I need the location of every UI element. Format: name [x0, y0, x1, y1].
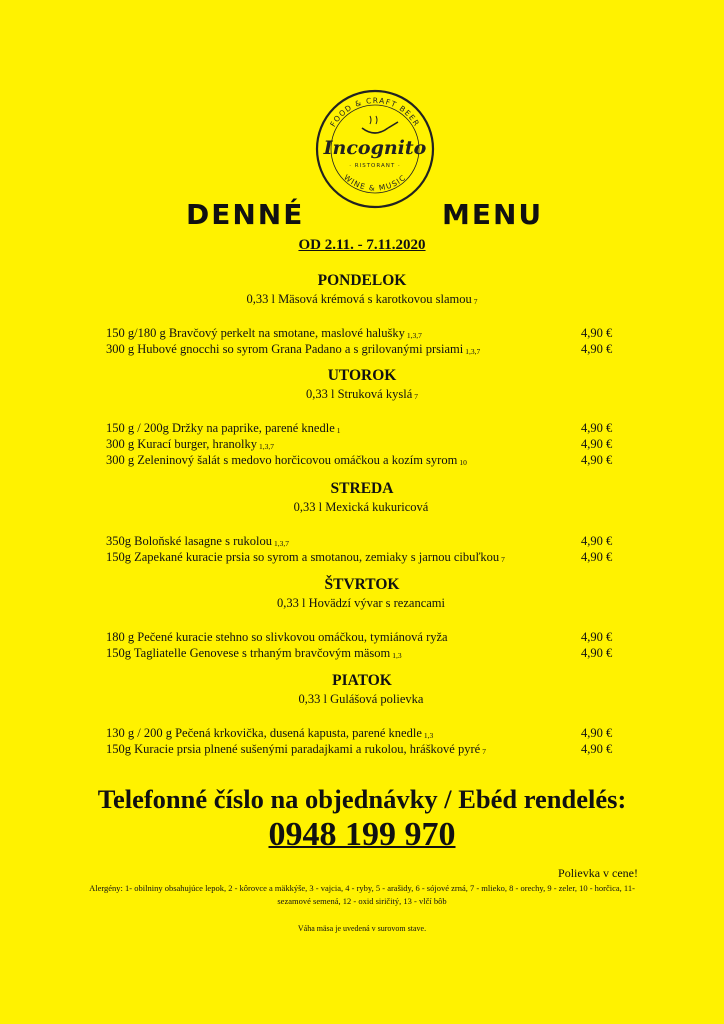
svg-text:WINE & MUSIC: [342, 173, 408, 193]
dish-row: [0, 741, 724, 757]
dish-price: 4,90 €: [581, 630, 613, 644]
dish-name: 130 g / 200 g Pečená krkovička, dusená kapusta, parené knedle: [106, 726, 422, 740]
title-denne: DENNÉ: [186, 198, 305, 231]
weight-note: Váha mäsa je uvedená v surovom stave.: [297, 924, 427, 933]
dish-price: 4,90 €: [581, 550, 613, 564]
logo-top-text: FOOD & CRAFT BEER: [328, 95, 422, 129]
logo-bottom-text: WINE & MUSIC: [342, 172, 408, 193]
dish-allergens: 1,3,7: [258, 442, 274, 451]
dish-allergens: 7: [501, 555, 505, 564]
dish-row: [0, 452, 724, 468]
dish-row: [0, 533, 724, 549]
dish-name: 300 g Kurací burger, hranolky: [106, 437, 257, 451]
soup-line: [0, 595, 724, 611]
phone-label: Telefonné číslo na objednávky / Ebéd rendelés:: [97, 784, 627, 814]
date-range: OD 2.11. - 7.11.2020: [298, 237, 426, 253]
dish-list: [0, 725, 724, 757]
dish-name: 150g Tagliatelle Genovese s trhaným bravčovým mäsom: [106, 646, 391, 660]
dish-price: 4,90 €: [581, 421, 613, 435]
day-name: STREDA: [330, 480, 394, 497]
soup-allergens: 7: [473, 297, 478, 306]
dish-price: 4,90 €: [581, 326, 613, 340]
dish-allergens: 1,3: [423, 731, 434, 740]
restaurant-logo: [314, 88, 436, 210]
phone-number-text[interactable]: 0948 199 970: [268, 816, 456, 853]
soup-text: 0,33 l Mexická kukuricová: [293, 500, 429, 514]
day-name: ŠTVRTOK: [324, 576, 400, 593]
soup-included-note: Polievka v cene!: [558, 866, 638, 880]
allergen-legend: Alergény: 1- obilniny obsahujúce lepok, 2 - kôrovce a mäkkýše, 3 - vajcia, 4 - ryby, 5 - arašidy, 6 - sójové zrná, 7 - mlieko, 8 - orechy, 9 - zeler, 10 - horčica, 11- sezamové semená, 12 - oxid siričitý, 13 - vlčí bôb: [89, 883, 635, 906]
dish-price: 4,90 €: [581, 742, 613, 756]
dish-name: 300 g Hubové gnocchi so syrom Grana Padano a s grilovanými prsiami: [106, 342, 464, 356]
day-name: UTOROK: [327, 367, 397, 384]
dish-row: [0, 420, 724, 436]
dish-price: 4,90 €: [581, 437, 613, 451]
soup-text: 0,33 l Hovädzí vývar s rezancami: [277, 596, 445, 610]
title-menu: MENU: [442, 198, 544, 231]
soup-line: [0, 386, 724, 402]
soup-text: 0,33 l Gulášová polievka: [298, 692, 424, 706]
dish-row: [0, 341, 724, 357]
dish-name: 350g Boloňské lasagne s rukolou: [106, 534, 272, 548]
dish-allergens: 7: [482, 747, 486, 756]
dish-allergens: 1,3,7: [465, 347, 481, 356]
dish-name: 150g Kuracie prsia plnené sušenými paradajkami a rukolou, hráškové pyré: [106, 742, 481, 756]
dish-name: 150 g / 200g Držky na paprike, parené knedle: [106, 421, 335, 435]
pan-icon: [362, 116, 398, 133]
day-name: PONDELOK: [317, 272, 407, 289]
dish-name: 150 g/180 g Bravčový perkelt na smotane, maslové halušky: [106, 326, 405, 340]
soup-allergens: 7: [414, 392, 418, 401]
logo-ring-text: · RISTORANT ·: [349, 163, 401, 169]
dish-name: 300 g Zeleninový šalát s medovo horčicovou omáčkou a kozím syrom: [106, 453, 458, 467]
day-name: PIATOK: [332, 672, 392, 689]
dish-name: 150g Zapekané kuracie prsia so syrom a smotanou, zemiaky s jarnou cibuľkou: [106, 550, 500, 564]
dish-list: [0, 533, 724, 565]
dish-row: [0, 436, 724, 452]
day-section-pondelok: [0, 271, 724, 357]
dish-row: [0, 629, 724, 645]
phone-number[interactable]: [0, 816, 724, 854]
dish-list: [0, 629, 724, 661]
dish-allergens: 1,3: [392, 651, 402, 660]
dish-list: [0, 325, 724, 357]
day-section-piatok: [0, 671, 724, 757]
day-section-stvrtok: [0, 575, 724, 661]
dish-price: 4,90 €: [581, 646, 613, 660]
soup-text: 0,33 l Struková kyslá: [306, 387, 413, 401]
dish-price: 4,90 €: [581, 342, 613, 356]
dish-list: [0, 420, 724, 468]
soup-line: [0, 291, 724, 307]
dish-row: [0, 325, 724, 341]
soup-line: [0, 499, 724, 515]
dish-allergens: 1,3,7: [273, 539, 289, 548]
dish-price: 4,90 €: [581, 534, 613, 548]
dish-row: [0, 645, 724, 661]
dish-name: 180 g Pečené kuracie stehno so slivkovou omáčkou, tymiánová ryža: [106, 630, 448, 644]
dish-row: [0, 725, 724, 741]
dish-price: 4,90 €: [581, 726, 613, 740]
dish-allergens: 10: [459, 458, 467, 467]
dish-allergens: 1: [336, 426, 341, 435]
dish-price: 4,90 €: [581, 453, 613, 467]
dish-row: [0, 549, 724, 565]
day-section-streda: [0, 479, 724, 565]
soup-text: 0,33 l Mäsová krémová s karotkovou slamou: [246, 292, 472, 306]
logo-name: Incognito: [323, 137, 427, 159]
dish-allergens: 1,3,7: [406, 331, 422, 340]
day-section-utorok: [0, 366, 724, 468]
soup-line: [0, 691, 724, 707]
